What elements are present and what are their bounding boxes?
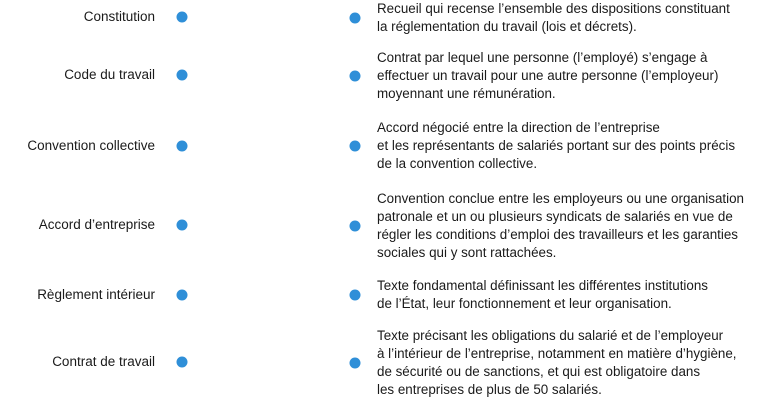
definition-line: régler les conditions d’emploi des travailleurs et les garanties	[377, 227, 738, 242]
definition-line: effectuer un travail pour une autre personne (l’employeur)	[377, 68, 719, 83]
definition-line: de la convention collective.	[377, 156, 538, 171]
definition-dot-3[interactable]	[350, 141, 361, 152]
definition-line: sociales qui y sont rattachées.	[377, 245, 557, 260]
definition-line: Convention conclue entre les employeurs ou une organisation	[377, 191, 744, 206]
definition-line: de sécurité ou de sanctions, et qui est obligatoire dans	[377, 364, 701, 379]
term-dot-6[interactable]	[177, 357, 188, 368]
term-convention-collective: Convention collective	[27, 138, 155, 153]
definition-line: les entreprises de plus de 50 salariés.	[377, 382, 602, 397]
definition-dot-4[interactable]	[350, 221, 361, 232]
definition-6	[377, 327, 762, 399]
definition-line: moyennant une rémunération.	[377, 86, 556, 101]
definition-line: et les représentants de salariés portant sur des points précis	[377, 138, 736, 153]
definition-2	[377, 49, 762, 103]
definition-line: patronale et un ou plusieurs syndicats de salariés en vue de	[377, 209, 733, 224]
definition-dot-2[interactable]	[350, 71, 361, 82]
definition-line: de l’État, leur fonctionnement et leur organisation.	[377, 296, 672, 311]
term-code-du-travail: Code du travail	[64, 67, 155, 82]
term-dot-1[interactable]	[177, 12, 188, 23]
definition-line: Recueil qui recense l’ensemble des dispositions constituant	[377, 1, 730, 16]
definition-4	[377, 190, 762, 262]
definition-dot-1[interactable]	[350, 13, 361, 24]
term-constitution: Constitution	[83, 9, 155, 24]
definition-dot-5[interactable]	[350, 290, 361, 301]
definition-line: à l’intérieur de l’entreprise, notamment en matière d’hygiène,	[377, 346, 737, 361]
term-reglement-interieur: Règlement intérieur	[37, 287, 155, 302]
definition-1	[377, 0, 762, 36]
definition-line: Texte fondamental définissant les différentes institutions	[377, 278, 708, 293]
term-contrat-de-travail: Contrat de travail	[52, 354, 155, 369]
term-accord-entreprise: Accord d’entreprise	[38, 217, 155, 232]
definition-dot-6[interactable]	[350, 358, 361, 369]
term-dot-3[interactable]	[177, 141, 188, 152]
term-dot-2[interactable]	[177, 70, 188, 81]
definition-line: Contrat par lequel une personne (l’employé) s’engage à	[377, 50, 708, 65]
definition-line: Texte précisant les obligations du salarié et de l’employeur	[377, 328, 724, 343]
definition-3	[377, 119, 762, 173]
definition-5	[377, 277, 762, 313]
term-dot-5[interactable]	[177, 290, 188, 301]
definition-line: Accord négocié entre la direction de l’entreprise	[377, 120, 660, 135]
definition-line: la réglementation du travail (lois et décrets).	[377, 19, 637, 34]
term-dot-4[interactable]	[177, 220, 188, 231]
